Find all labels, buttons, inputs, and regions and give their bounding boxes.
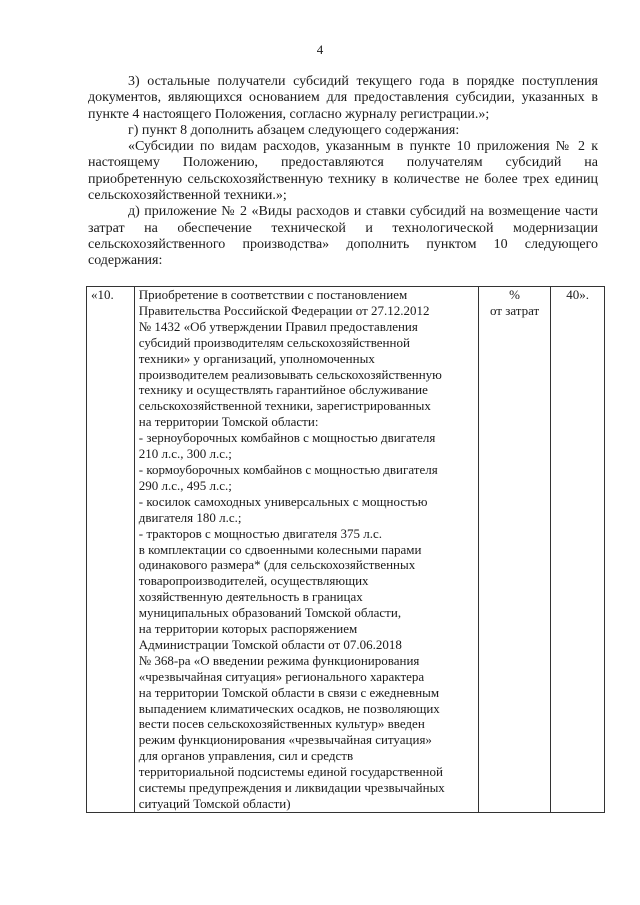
description-line: технику и осуществлять гарантийное обслуживание [138,382,428,398]
description-line: для органов управления, сил и средств [138,748,354,764]
description-line: Приобретение в соответствии с постановлением [138,287,408,302]
rate-cell: 40». [551,287,605,813]
description-line: № 1432 «Об утверждении Правил предоставления [138,318,418,334]
description-line: товаропроизводителей, осуществляющих [138,573,369,589]
description-line: сельскохозяйственной техники, зарегистрированных [138,398,431,414]
page-number: 4 [316,42,324,57]
description-line: выпадением климатических осадков, не позволяющих [138,700,440,716]
description-line: в комплектации со сдвоенными колесными парами [138,541,422,557]
table-row [87,287,605,813]
description-line: Администрации Томской области от 07.06.2018 [138,636,402,652]
unit-symbol: % [509,287,521,302]
description-line: на территории Томской области: [138,414,319,430]
description-line: муниципальных образований Томской области, [138,605,402,621]
description-line: на территории Томской области в связи с ежедневным [138,684,440,700]
paragraph-priority-3: 3) остальные получатели субсидий текущего года в порядке поступления документов, являющихся основанием для предоставления субсидии, указанных в пункте 4 настоящего Положения, согласно журналу регистрации.»; [88,74,598,122]
unit-label: от затрат [489,302,540,318]
description-line: техники» у организаций, уполномоченных [138,350,375,366]
description-line: - тракторов с мощностью двигателя 375 л.с. [138,525,382,541]
description-line: вести посев сельскохозяйственных культур» введен [138,716,425,732]
unit-cell [479,287,551,813]
description-line: системы предупреждения и ликвидации чрезвычайных [138,780,445,796]
description-line: - косилок самоходных универсальных с мощностью [138,493,428,509]
description-line: двигателя 180 л.с.; [138,509,242,525]
description-line: 210 л.с., 300 л.с.; [138,446,232,462]
description-line: «чрезвычайная ситуация» регионального характера [138,668,425,684]
paragraph-item-g: г) пункт 8 дополнить абзацем следующего содержания: [128,122,460,138]
description-line: режим функционирования «чрезвычайная ситуация» [138,732,432,748]
description-line: - зерноуборочных комбайнов с мощностью двигателя [138,430,436,446]
description-line: Правительства Российской Федерации от 27.12.2012 [138,302,430,318]
description-line: территориальной подсистемы единой государственной [138,764,443,780]
description-line: производителем реализовывать сельскохозяйственную [138,366,442,382]
paragraph-subsidy-rule: «Субсидии по видам расходов, указанным в пункте 10 приложения № 2 к настоящему Положению, предоставляются получателям субсидий на приобретенную сельскохозяйственную технику в количестве не более трех единиц сельскохозяйственной техники.»; [88,139,598,204]
description-line: субсидий производителям сельскохозяйственной [138,334,410,350]
description-cell [134,287,478,813]
description-line: ситуаций Томской области) [138,796,291,811]
description-line: 290 л.с., 495 л.с.; [138,477,232,493]
rates-table [86,286,605,813]
description-line: одинакового размера* (для сельскохозяйственных [138,557,416,573]
paragraph-item-d: д) приложение № 2 «Виды расходов и ставки субсидий на возмещение части затрат на обеспечение технической и технологической модернизации сельскохозяйственного производства» дополнить пунктом 10 следующего содержания: [88,204,598,269]
description-line: хозяйственную деятельность в границах [138,589,363,605]
description-line: - кормоуборочных комбайнов с мощностью двигателя [138,461,438,477]
description-line: № 368-ра «О введении режима функционирования [138,652,420,668]
description-line: на территории которых распоряжением [138,621,358,637]
document-body [88,74,598,270]
row-number-cell: «10. [87,287,135,813]
